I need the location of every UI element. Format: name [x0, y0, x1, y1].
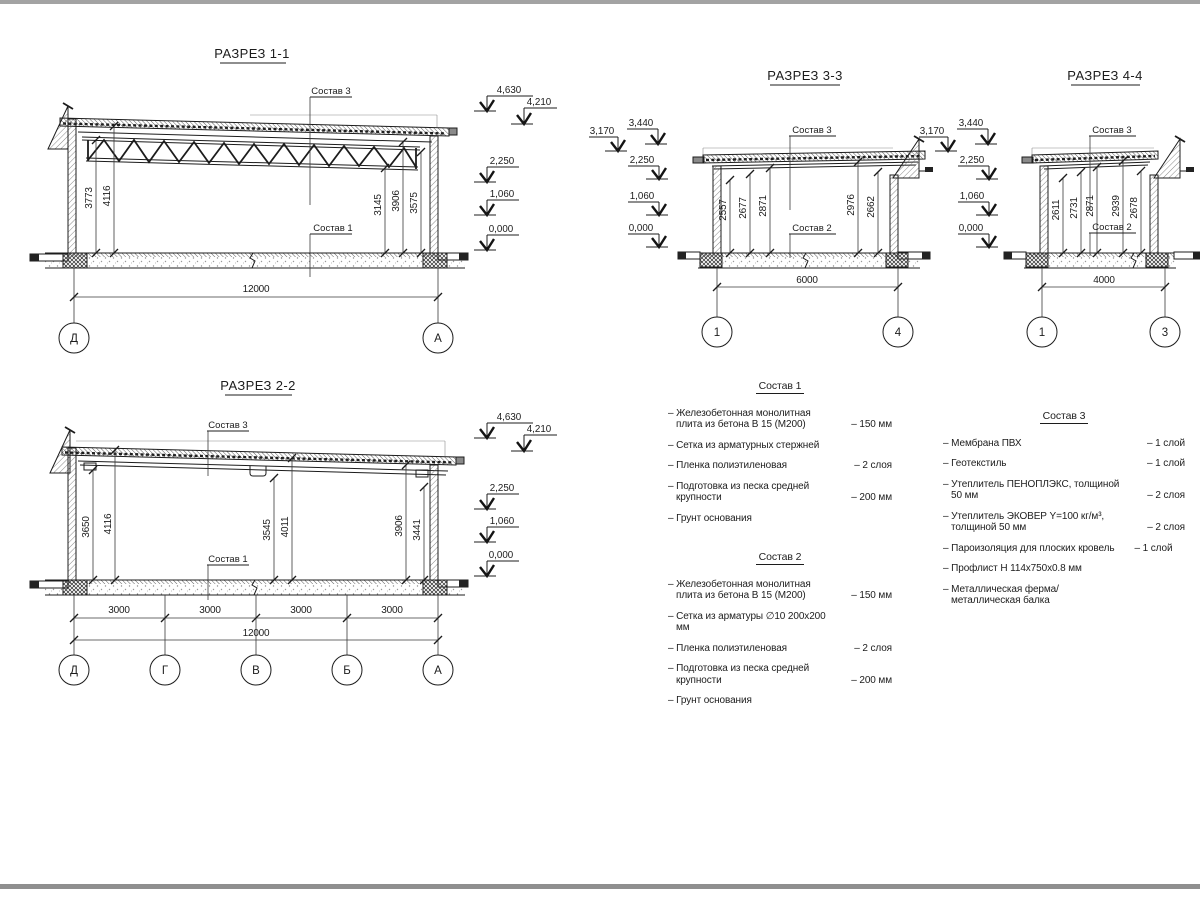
- list-item: [943, 438, 1185, 450]
- elevation-text: 4,210: [526, 424, 552, 435]
- item-value: – 150 мм: [851, 590, 892, 601]
- axis-bubbles: [59, 323, 453, 353]
- roof-composition-label: [310, 86, 352, 205]
- section-1-1-title: РАЗРЕЗ 1-1: [214, 46, 290, 61]
- item-label: – Грунт основания: [668, 695, 752, 706]
- wall-right: [430, 136, 438, 253]
- dim-text: 2871: [758, 195, 769, 217]
- dim-text: 2677: [738, 197, 749, 219]
- floor-composition-label: [310, 223, 353, 277]
- span-text: 4000: [1093, 275, 1115, 286]
- list-item: [668, 663, 892, 686]
- item-value: – 200 мм: [851, 674, 892, 686]
- item-label: – Сетка из арматурных стержней: [668, 439, 820, 451]
- elevation-text: 2,250: [489, 483, 515, 494]
- roof-label-text: Состав 3: [311, 86, 351, 97]
- dim-text: 4011: [280, 516, 291, 538]
- elevation-text: 0,000: [488, 550, 514, 561]
- dim-text: 2678: [1129, 197, 1140, 219]
- item-label: – Пленка полиэтиленовая: [668, 642, 787, 654]
- list-item: [943, 563, 1185, 575]
- list-item: [668, 513, 892, 525]
- segment-dim: 3000: [199, 605, 221, 616]
- segment-dim: 3000: [381, 605, 403, 616]
- item-label: – Металлическая ферма/ металлическая балка: [943, 583, 1059, 606]
- floor-label-text: Состав 2: [1092, 222, 1132, 233]
- span-dimension: [70, 268, 442, 323]
- elevation-text: 0,000: [628, 223, 654, 234]
- axis-label: 1: [1038, 327, 1046, 339]
- elevation-text: 4,630: [496, 412, 522, 423]
- item-value: – 2 слоя: [1147, 522, 1185, 533]
- section-1-1: [30, 46, 557, 353]
- dim-text: 2731: [1069, 197, 1080, 219]
- dim-text: 4116: [102, 185, 113, 207]
- item-label: – Пленка полиэтиленовая: [668, 460, 787, 471]
- wall-right: [1150, 175, 1158, 253]
- segment-dim: 3000: [108, 605, 130, 616]
- roof-label-text: Состав 3: [208, 420, 248, 431]
- list-item: [943, 543, 1185, 555]
- roof-slab: [62, 447, 464, 475]
- sheet-top-border: [0, 0, 1200, 4]
- elevation-text: 1,060: [489, 189, 515, 200]
- list-item: [668, 481, 892, 504]
- span-text: 12000: [242, 628, 270, 639]
- item-label: – Профлист Н 114х750х0.8 мм: [943, 563, 1082, 574]
- parapet-left: [48, 106, 68, 149]
- dim-text: 3650: [81, 516, 92, 538]
- axis-bubbles: [702, 317, 913, 347]
- list-item: [668, 643, 892, 655]
- dim-text: 3773: [84, 187, 95, 209]
- roof-label-text: Состав 3: [1092, 125, 1132, 136]
- interior-dimensions: [718, 158, 882, 257]
- item-value: – 1 слой: [1147, 437, 1185, 449]
- floor-slab: [30, 253, 468, 268]
- item-label: – Подготовка из песка средней крупности: [668, 480, 810, 503]
- dim-text: 3906: [391, 190, 402, 212]
- elevation-marks: [474, 412, 557, 576]
- item-label: – Утеплитель ПЕНОПЛЭКС, толщиной 50 мм: [943, 478, 1120, 501]
- axis-label: 1: [713, 327, 721, 339]
- item-label: – Сетка из арматуры ∅10 200х200 мм: [668, 610, 826, 633]
- dim-text: 4116: [103, 513, 114, 535]
- floor-slab: [30, 580, 468, 595]
- interior-dimensions: [1051, 157, 1145, 257]
- item-value: – 1 слой: [1134, 542, 1173, 554]
- list-item: [668, 408, 892, 431]
- dim-text: 2871: [1085, 195, 1096, 217]
- span-text: 6000: [796, 275, 818, 286]
- item-label: – Геотекстиль: [943, 458, 1007, 469]
- list-item: [668, 695, 892, 707]
- elevation-marks: [919, 118, 998, 247]
- dim-text: 3575: [409, 192, 420, 214]
- wall-left: [68, 448, 76, 580]
- item-label: – Железобетонная монолитная плита из бетона В 15 (М200): [668, 578, 811, 601]
- span-dimension: [70, 595, 442, 655]
- elevation-text: 3,440: [958, 118, 984, 129]
- list-item: [943, 479, 1185, 502]
- list-item: [943, 511, 1185, 534]
- item-label: – Железобетонная монолитная плита из бетона В 15 (М200): [668, 407, 811, 430]
- wall-left: [68, 119, 76, 253]
- dim-text: 2662: [866, 196, 877, 218]
- elevation-text: 0,000: [488, 224, 514, 235]
- list-item: [668, 440, 892, 452]
- axis-label: 3: [1161, 327, 1169, 339]
- section-2-2: [30, 378, 557, 685]
- floor-label-text: Состав 1: [313, 223, 353, 234]
- elevation-text: 2,250: [629, 155, 655, 166]
- item-value: – 1 слой: [1147, 458, 1185, 469]
- composition-list-2: [668, 552, 892, 716]
- elevation-text: 2,250: [959, 155, 985, 166]
- axis-label: А: [434, 333, 442, 345]
- dim-text: 2976: [846, 194, 857, 216]
- elevation-text: 3,170: [589, 126, 615, 137]
- elevation-text: 0,000: [958, 223, 984, 234]
- span-dimension: [1038, 268, 1169, 317]
- list-item: [943, 458, 1185, 470]
- item-value: – 200 мм: [851, 492, 892, 503]
- parapet-left: [50, 430, 70, 473]
- axis-label: Д: [70, 665, 78, 677]
- floor-label-text: Состав 1: [208, 554, 248, 565]
- dim-text: 2611: [1051, 199, 1062, 221]
- section-3-3-title: РАЗРЕЗ 3-3: [767, 68, 843, 83]
- beam-seat: [250, 466, 266, 476]
- section-3-3: [589, 68, 933, 347]
- dim-text: 2939: [1111, 195, 1122, 217]
- floor-slab: [678, 252, 930, 268]
- elevation-text: 2,250: [489, 156, 515, 167]
- floor-slab: [1004, 252, 1200, 268]
- floor-composition-label: [1089, 222, 1136, 256]
- roof-label-text: Состав 3: [792, 125, 832, 136]
- span-dimension: [713, 268, 902, 317]
- section-4-4: [919, 68, 1200, 347]
- item-label: – Подготовка из песка средней крупности: [668, 663, 810, 686]
- axis-label: Б: [343, 665, 351, 677]
- wall-left: [1040, 166, 1048, 253]
- dim-text: 3545: [262, 519, 273, 541]
- dim-text: 2557: [718, 199, 729, 221]
- item-value: – 150 мм: [851, 419, 892, 430]
- roof-slab: [693, 151, 925, 169]
- elevation-marks: [474, 85, 557, 250]
- item-label: – Пароизоляция для плоских кровель: [943, 542, 1115, 554]
- axis-label: В: [252, 665, 260, 677]
- bearing-pad-right: [416, 470, 428, 477]
- list-item: [668, 579, 892, 602]
- elevation-text: 4,210: [526, 97, 552, 108]
- composition-1-title: Состав 1: [756, 380, 805, 394]
- composition-2-title: Состав 2: [756, 551, 805, 565]
- composition-3-title: Состав 3: [1040, 410, 1089, 424]
- wall-right: [890, 175, 898, 253]
- dim-text: 3145: [373, 194, 384, 216]
- axis-label: А: [434, 665, 442, 677]
- elevation-text: 1,060: [959, 191, 985, 202]
- item-label: – Утеплитель ЭКОВЕР Y=100 кг/м³, толщиной 50 мм: [943, 510, 1105, 533]
- roof-composition-label: [207, 420, 249, 476]
- axis-label: 4: [894, 327, 902, 339]
- composition-1-title-wrap: [668, 381, 892, 393]
- axis-label: Д: [70, 333, 78, 345]
- elevation-text: 3,170: [919, 126, 945, 137]
- wall-right: [430, 465, 438, 580]
- axis-bubbles: [59, 655, 453, 685]
- floor-label-text: Состав 2: [792, 223, 832, 234]
- elevation-text: 4,630: [496, 85, 522, 96]
- section-2-2-title: РАЗРЕЗ 2-2: [220, 378, 296, 393]
- item-label: – Грунт основания: [668, 512, 752, 524]
- span-text: 12000: [242, 284, 270, 295]
- elevation-text: 1,060: [629, 191, 655, 202]
- list-item: [668, 611, 892, 634]
- elevation-text: 1,060: [489, 516, 515, 527]
- axis-label: Г: [161, 665, 169, 677]
- composition-2-title-wrap: [668, 552, 892, 564]
- segment-dim: 3000: [290, 605, 312, 616]
- sheet-bottom-border: [0, 884, 1200, 889]
- item-value: – 2 слоя: [854, 642, 892, 654]
- composition-list-3: [943, 411, 1185, 616]
- axis-bubbles: [1027, 317, 1180, 347]
- composition-list-1: [668, 381, 892, 533]
- list-item: [943, 584, 1185, 607]
- list-item: [668, 460, 892, 472]
- item-label: – Мембрана ПВХ: [943, 437, 1022, 449]
- composition-3-title-wrap: [943, 411, 1185, 423]
- elevation-marks: [589, 118, 668, 247]
- item-value: – 2 слоя: [1147, 490, 1185, 501]
- section-4-4-title: РАЗРЕЗ 4-4: [1067, 68, 1143, 83]
- item-value: – 2 слоя: [854, 460, 892, 471]
- dim-text: 3906: [394, 515, 405, 537]
- elevation-text: 3,440: [628, 118, 654, 129]
- roof-truss: [82, 137, 420, 170]
- dim-text: 3441: [412, 519, 423, 541]
